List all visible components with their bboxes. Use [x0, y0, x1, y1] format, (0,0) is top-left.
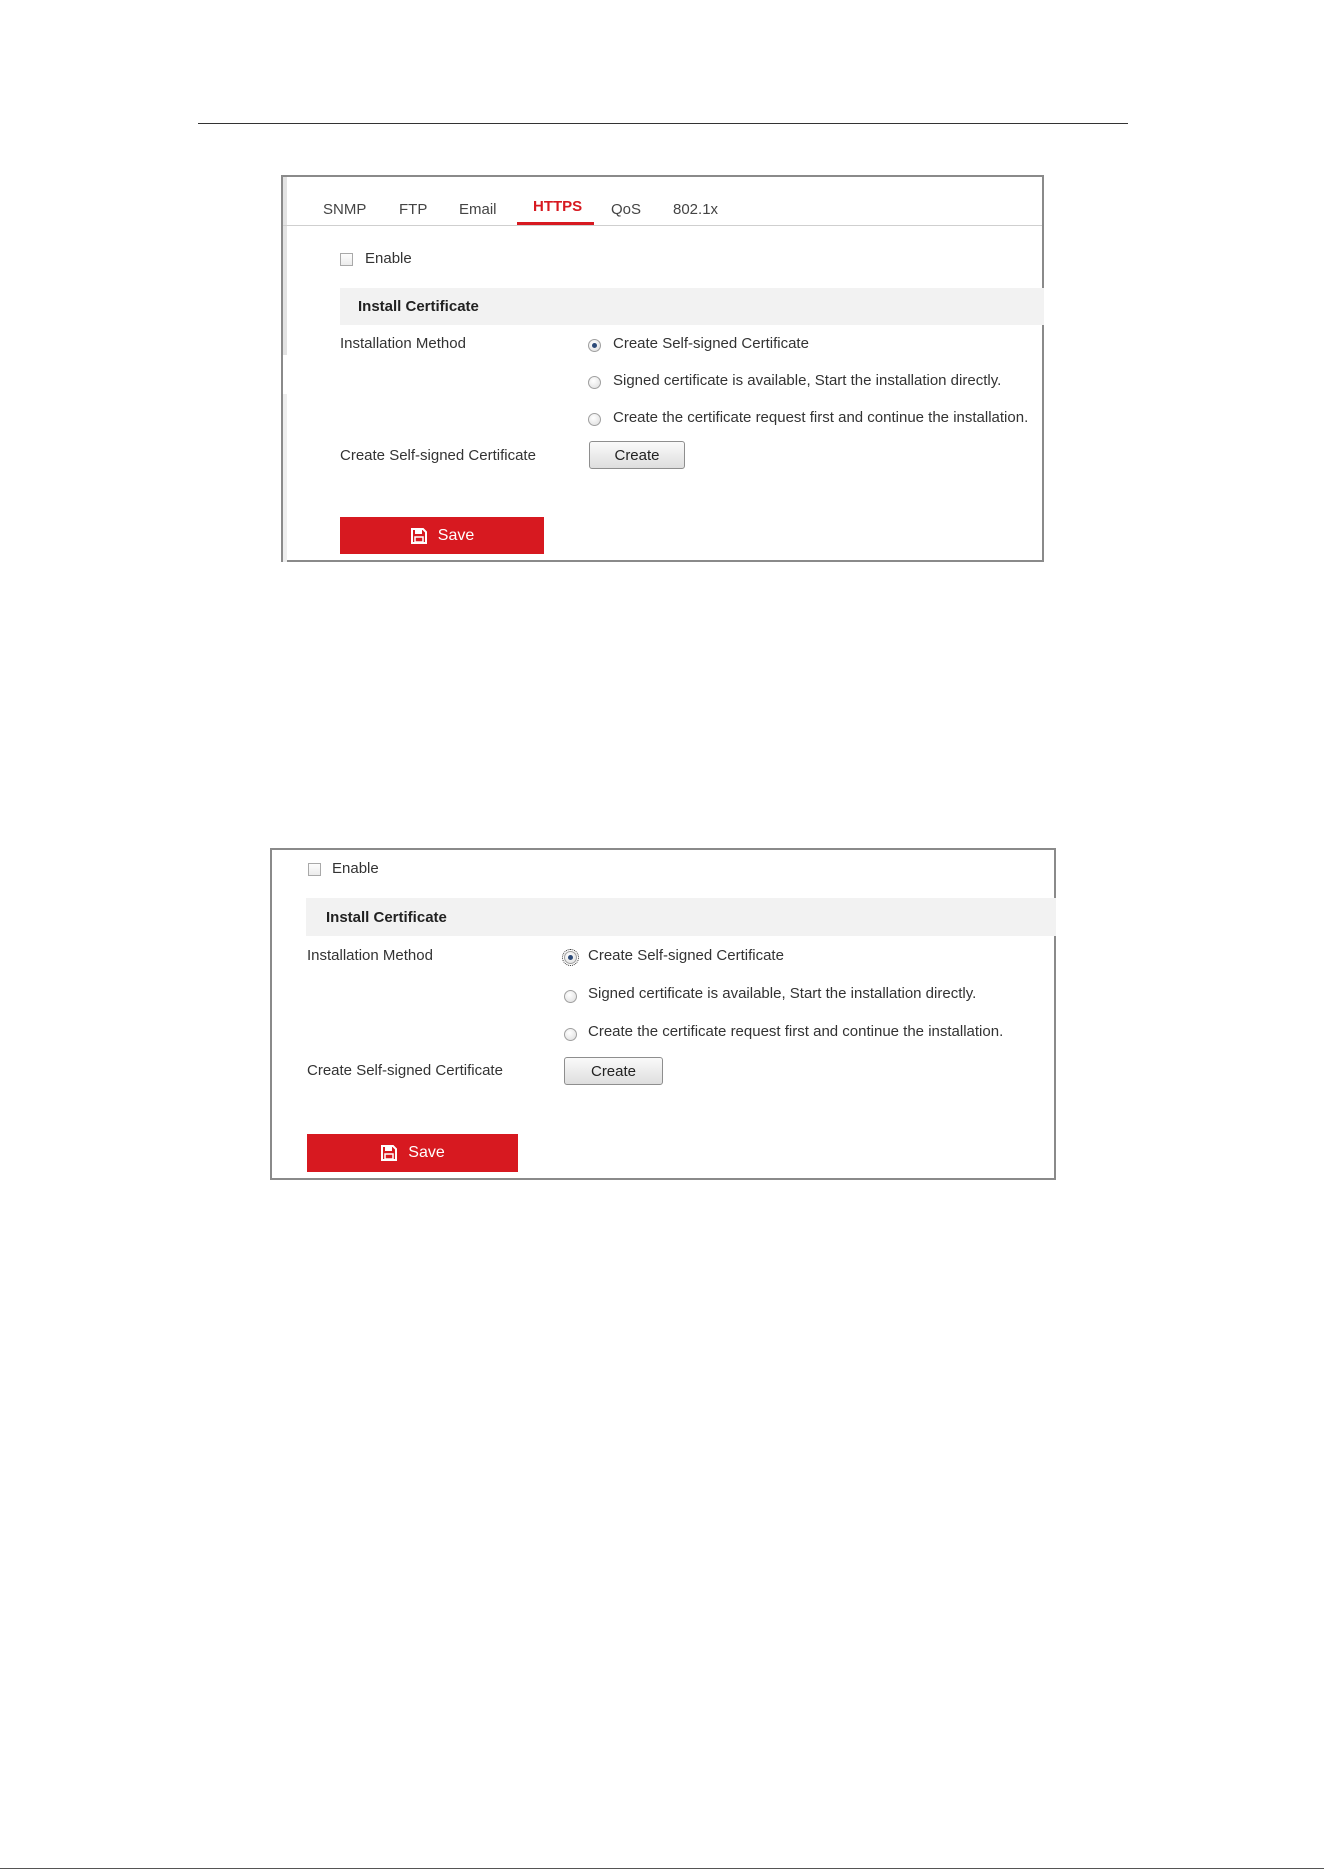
header-rule [198, 123, 1128, 124]
tab-ftp[interactable]: FTP [399, 201, 428, 218]
radio-create-self-signed[interactable] [564, 951, 577, 964]
option-signed-available: Signed certificate is available, Start the installation directly. [588, 985, 977, 1002]
floppy-disk-icon [410, 527, 428, 545]
enable-checkbox[interactable] [340, 253, 353, 266]
option-create-request: Create the certificate request first and continue the installation. [613, 409, 1029, 426]
tab-snmp[interactable]: SNMP [323, 201, 367, 218]
create-button[interactable]: Create [589, 441, 685, 469]
save-button-label: Save [408, 1144, 445, 1161]
installation-method-label: Installation Method [340, 335, 466, 352]
save-button-label: Save [437, 526, 475, 544]
radio-signed-available[interactable] [588, 376, 601, 389]
option-signed-available: Signed certificate is available, Start the installation directly. [613, 372, 1002, 389]
radio-signed-available[interactable] [564, 990, 577, 1003]
footer-rule [0, 1868, 1324, 1869]
enable-label: Enable [332, 860, 379, 877]
tab-email[interactable]: Email [459, 201, 497, 218]
tab-8021x[interactable]: 802.1x [673, 201, 719, 218]
create-button[interactable]: Create [564, 1057, 663, 1085]
tab-bar [283, 177, 1042, 226]
enable-label: Enable [365, 250, 412, 267]
install-certificate-title: Install Certificate [326, 909, 447, 926]
https-settings-screenshot-1 [281, 175, 1044, 562]
create-self-signed-label: Create Self-signed Certificate [340, 447, 536, 464]
install-certificate-title: Install Certificate [358, 298, 479, 315]
create-self-signed-label: Create Self-signed Certificate [307, 1062, 503, 1079]
left-panel-edge [283, 394, 287, 562]
radio-create-self-signed[interactable] [588, 339, 601, 352]
enable-checkbox[interactable] [308, 863, 321, 876]
active-tab-indicator [517, 222, 594, 225]
tab-qos[interactable]: QoS [611, 201, 642, 218]
save-button[interactable] [340, 517, 544, 554]
option-create-self-signed: Create Self-signed Certificate [613, 335, 809, 352]
floppy-disk-icon [380, 1144, 398, 1162]
radio-create-request[interactable] [588, 413, 601, 426]
radio-create-request[interactable] [564, 1028, 577, 1041]
save-button[interactable] [307, 1134, 518, 1172]
option-create-request: Create the certificate request first and continue the installation. [588, 1023, 1004, 1040]
installation-method-label: Installation Method [307, 947, 433, 964]
https-settings-screenshot-2 [270, 848, 1056, 1180]
tab-https[interactable]: HTTPS [533, 198, 583, 215]
option-create-self-signed: Create Self-signed Certificate [588, 947, 784, 964]
